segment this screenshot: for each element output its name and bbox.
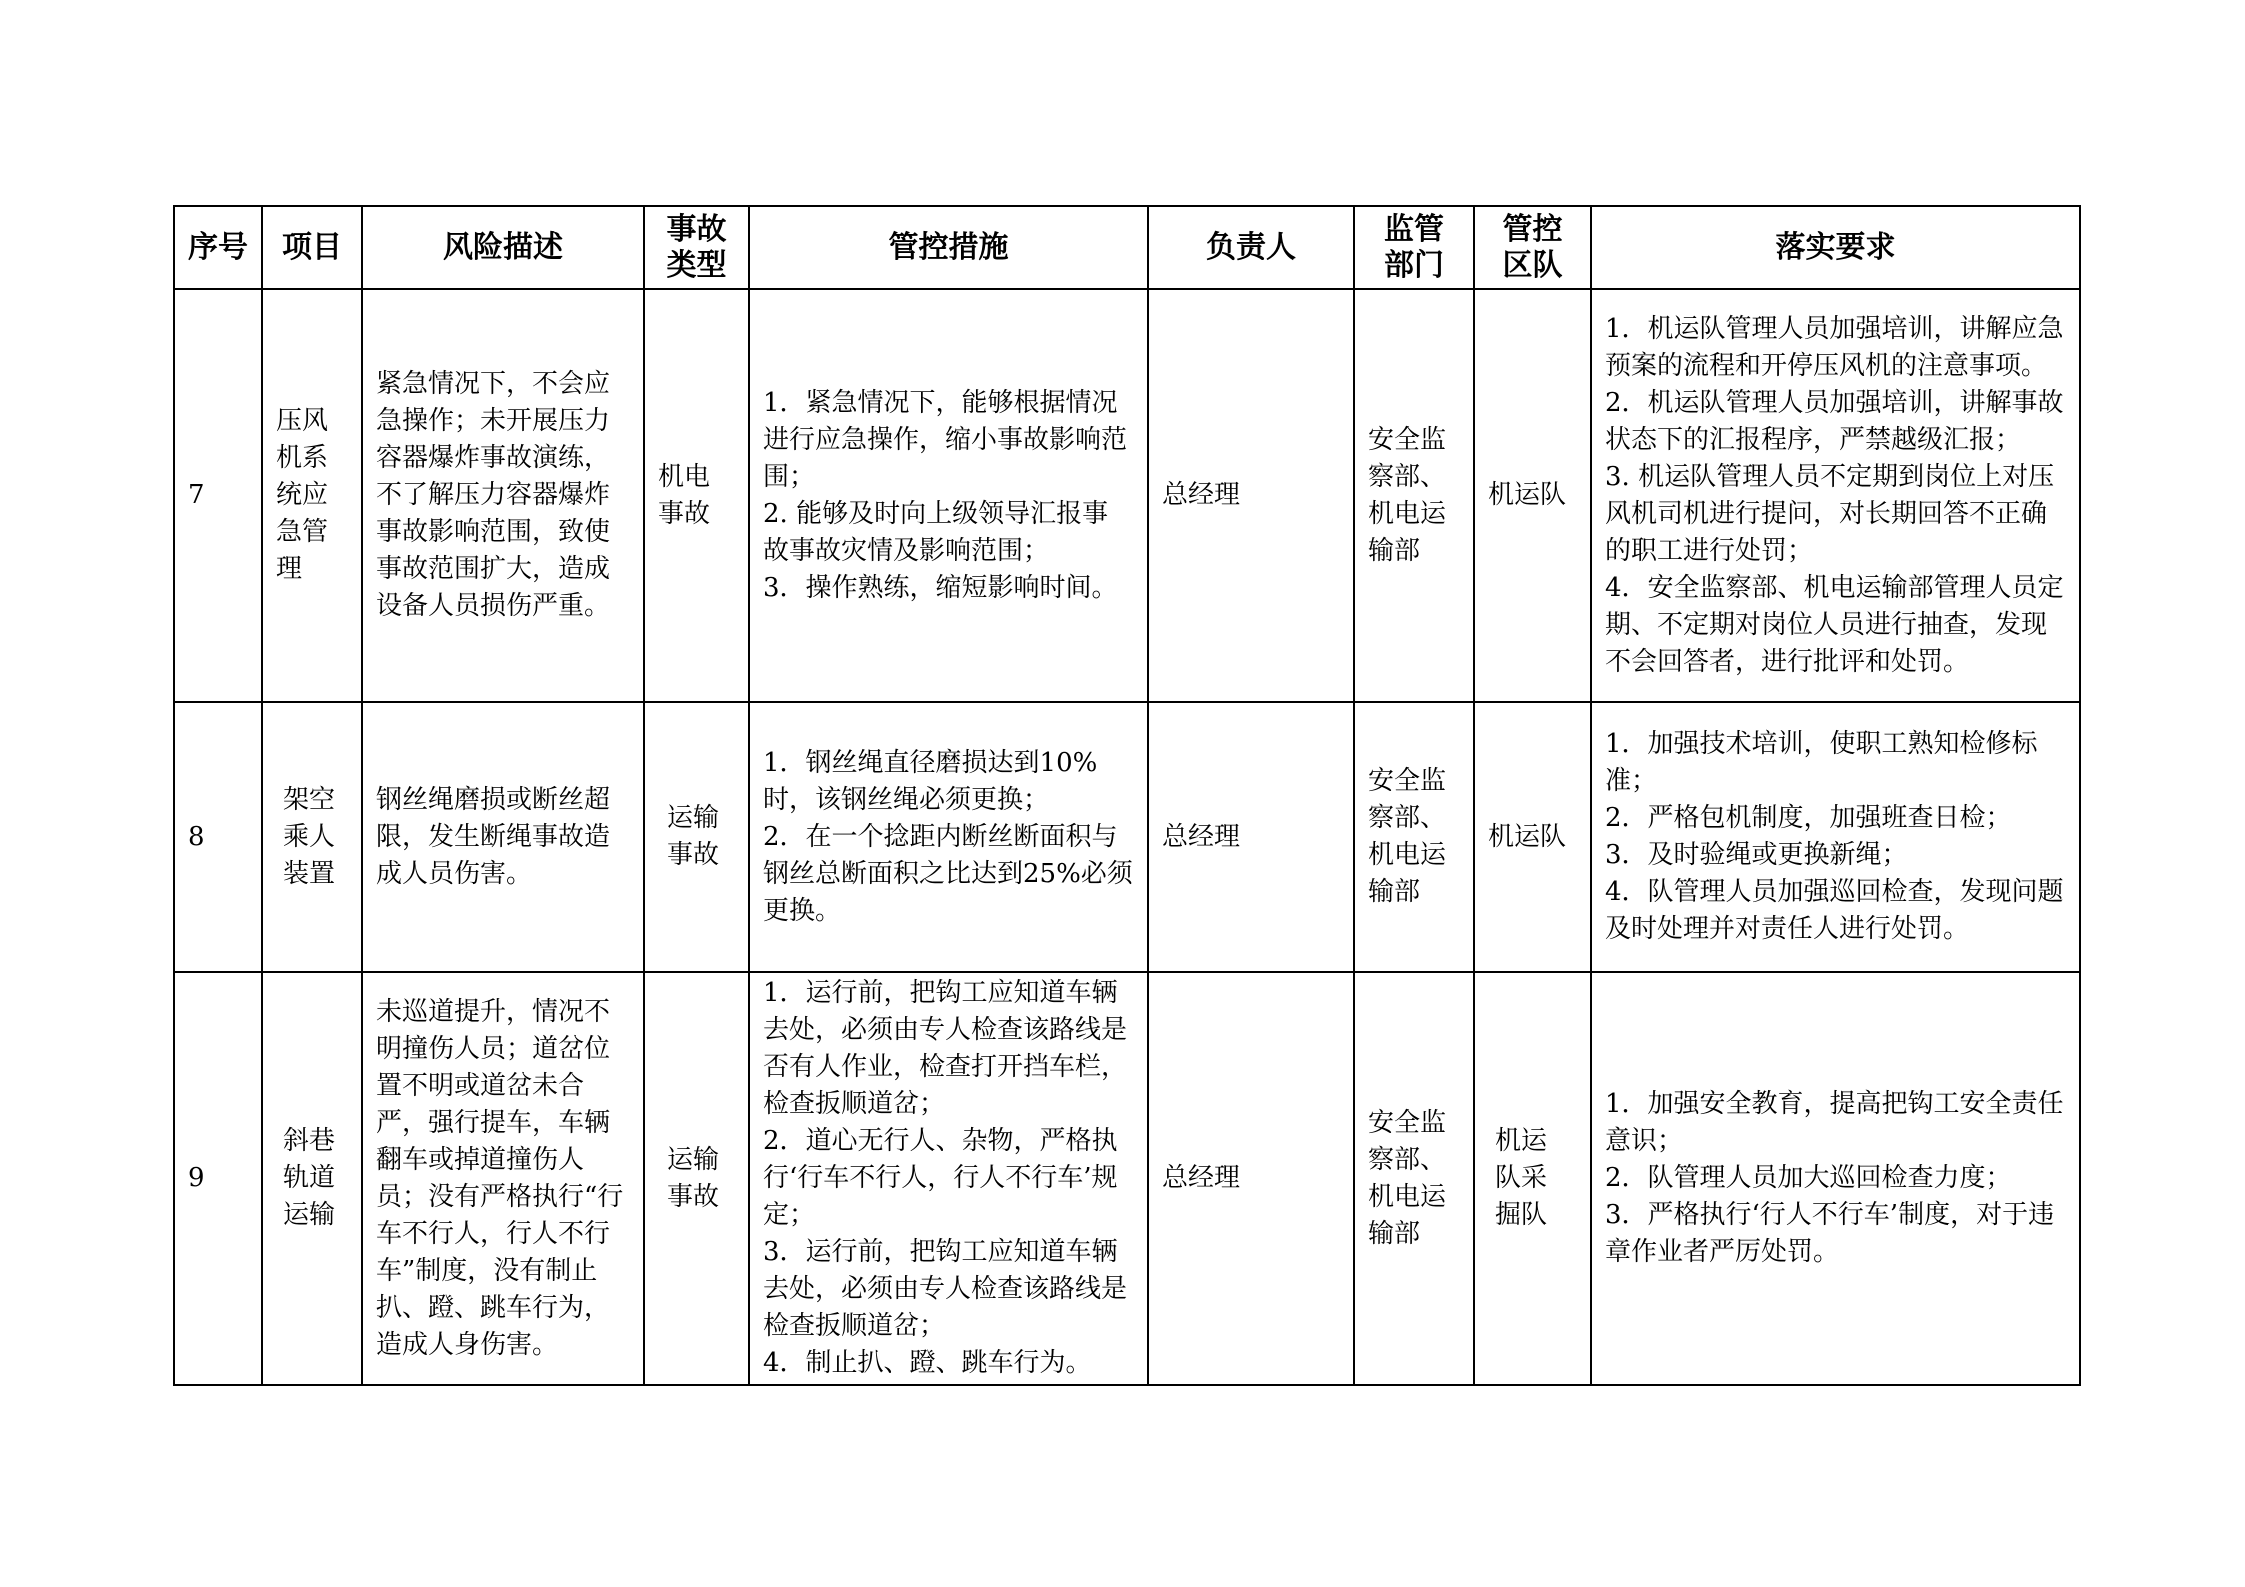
requirement-line: 4．队管理人员加强巡回检查，发现问题及时处理并对责任人进行处罚。 bbox=[1605, 877, 2064, 944]
header-seq: 序号 bbox=[174, 206, 262, 289]
measure-line: 1．运行前，把钩工应知道车辆去处，必须由专人检查该路线是否有人作业，检查打开挡车栏，检查扳顺道岔； bbox=[763, 978, 1128, 1119]
header-risk: 风险描述 bbox=[362, 206, 644, 289]
requirement-line: 3．严格执行‘行人不行车’制度，对于违章作业者严厉处罚。 bbox=[1605, 1200, 2055, 1267]
cell-type: 运输事故 bbox=[644, 972, 749, 1385]
header-item: 项目 bbox=[262, 206, 362, 289]
cell-seq: 9 bbox=[174, 972, 262, 1385]
cell-type: 运输事故 bbox=[644, 702, 749, 972]
measure-line: 3．运行前，把钩工应知道车辆去处，必须由专人检查该路线是检查扳顺道岔； bbox=[763, 1237, 1128, 1341]
cell-team: 机运队 bbox=[1474, 702, 1591, 972]
cell-seq: 8 bbox=[174, 702, 262, 972]
header-team: 管控区队 bbox=[1474, 206, 1591, 289]
measure-line: 3．操作熟练，缩短影响时间。 bbox=[763, 572, 1118, 603]
cell-item: 斜巷轨道运输 bbox=[262, 972, 362, 1385]
measure-line: 2. 能够及时向上级领导汇报事故事故灾情及影响范围； bbox=[763, 498, 1109, 566]
measure-line: 2．在一个捻距内断丝断面积与钢丝总断面积之比达到25%必须更换。 bbox=[763, 821, 1133, 926]
table-row bbox=[174, 289, 2080, 702]
cell-owner: 总经理 bbox=[1148, 702, 1354, 972]
requirement-line: 3. 机运队管理人员不定期到岗位上对压风机司机进行提问，对长期回答不正确的职工进行处罚； bbox=[1605, 461, 2055, 566]
requirement-line: 1．加强技术培训，使职工熟知检修标准； bbox=[1605, 729, 2038, 796]
cell-owner: 总经理 bbox=[1148, 972, 1354, 1385]
cell-requirements bbox=[1591, 289, 2080, 702]
table-row bbox=[174, 972, 2080, 1385]
cell-measures bbox=[749, 972, 1148, 1385]
header-supervise: 监管部门 bbox=[1354, 206, 1474, 289]
requirement-line: 2．机运队管理人员加强培训，讲解事故状态下的汇报程序，严禁越级汇报； bbox=[1605, 387, 2064, 455]
measure-line: 4．制止扒、蹬、跳车行为。 bbox=[763, 1348, 1092, 1378]
cell-type: 机电事故 bbox=[644, 289, 749, 702]
cell-measures bbox=[749, 289, 1148, 702]
requirement-line: 4．安全监察部、机电运输部管理人员定期、不定期对岗位人员进行抽查，发现不会回答者，进行批评和处罚。 bbox=[1605, 572, 2064, 677]
requirement-line: 1．机运队管理人员加强培训，讲解应急预案的流程和开停压风机的注意事项。 bbox=[1605, 313, 2064, 381]
cell-risk: 未巡道提升，情况不明撞伤人员；道岔位置不明或道岔未合严，强行提车，车辆翻车或掉道撞伤人员；没有严格执行“行车不行人，行人不行车”制度，没有制止扒、蹬、跳车行为，造成人身伤害。 bbox=[362, 972, 644, 1385]
cell-requirements bbox=[1591, 972, 2080, 1385]
cell-supervise: 安全监察部、机电运输部 bbox=[1354, 289, 1474, 702]
header-owner: 负责人 bbox=[1148, 206, 1354, 289]
cell-item: 压风机系统应急管理 bbox=[262, 289, 362, 702]
cell-item: 架空乘人装置 bbox=[262, 702, 362, 972]
risk-control-table bbox=[173, 205, 2081, 1386]
header-requirements: 落实要求 bbox=[1591, 206, 2080, 289]
cell-risk: 紧急情况下，不会应急操作；未开展压力容器爆炸事故演练，不了解压力容器爆炸事故影响范围，致使事故范围扩大，造成设备人员损伤严重。 bbox=[362, 289, 644, 702]
table-row bbox=[174, 702, 2080, 972]
requirement-line: 1．加强安全教育，提高把钩工安全责任意识； bbox=[1605, 1089, 2064, 1156]
measure-line: 2．道心无行人、杂物，严格执行‘行车不行人，行人不行车’规定； bbox=[763, 1126, 1118, 1230]
cell-seq: 7 bbox=[174, 289, 262, 702]
cell-requirements bbox=[1591, 702, 2080, 972]
cell-measures bbox=[749, 702, 1148, 972]
measure-line: 1．紧急情况下，能够根据情况进行应急操作，缩小事故影响范围； bbox=[763, 387, 1128, 492]
header-measures: 管控措施 bbox=[749, 206, 1148, 289]
header-row bbox=[174, 206, 2080, 289]
cell-supervise: 安全监察部、机电运输部 bbox=[1354, 702, 1474, 972]
cell-team: 机运队采掘队 bbox=[1474, 972, 1591, 1385]
requirement-line: 2．严格包机制度，加强班查日检； bbox=[1605, 803, 2012, 833]
cell-risk: 钢丝绳磨损或断丝超限，发生断绳事故造成人员伤害。 bbox=[362, 702, 644, 972]
cell-owner: 总经理 bbox=[1148, 289, 1354, 702]
requirement-line: 3．及时验绳或更换新绳； bbox=[1605, 840, 1908, 870]
cell-team: 机运队 bbox=[1474, 289, 1591, 702]
measure-line: 1．钢丝绳直径磨损达到10%时，该钢丝绳必须更换； bbox=[763, 747, 1098, 815]
cell-supervise: 安全监察部、机电运输部 bbox=[1354, 972, 1474, 1385]
header-type: 事故类型 bbox=[644, 206, 749, 289]
requirement-line: 2．队管理人员加大巡回检查力度； bbox=[1605, 1163, 2012, 1193]
